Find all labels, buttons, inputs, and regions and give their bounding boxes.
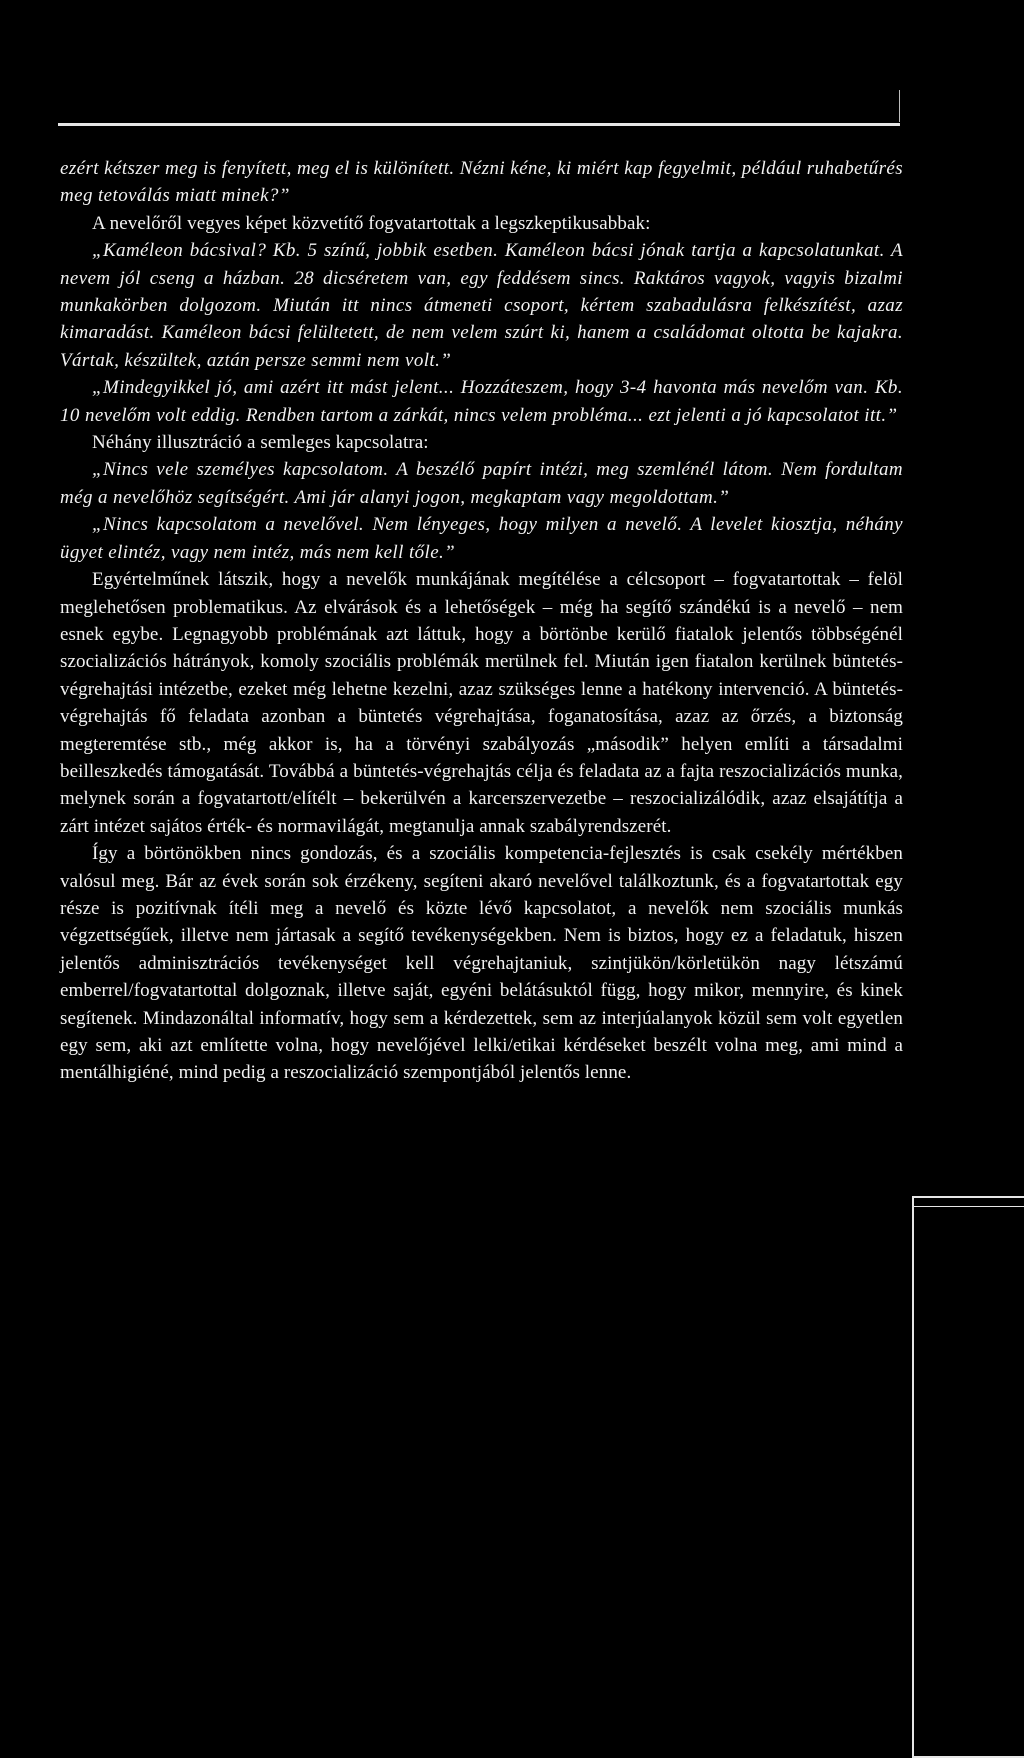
paragraph: Így a börtönökben nincs gondozás, és a szociális kompetencia-fejlesztés is csak csekély mértékben valósul meg. Bár az évek során sok érzékeny, segíteni akaró nevelővel találkoztunk, és a fogvatartottak egy része is pozitívnak ítéli meg a nevelő és közte lévő kapcsolatot, a nevelők nem szociális munkás végzettségűek, illetve nem jártasak a segítő tevékenységekben. Nem is biztos, hogy ez a feladatuk, hiszen jelentős adminisztrációs tevékenységet kell végrehajtaniuk, szintjükön/körletükön nagy létszámú emberrel/fogvatartottal dolgoznak, illetve saját, egyéni belátásuktól függ, hogy mikor, mennyire, és kinek segítenek. Mindazonáltal informatív, hogy sem a kérdezettek, sem az interjúalanyok közül sem volt egyetlen egy sem, aki azt említette volna, hogy nevelőjével lelki/etikai kérdéseket beszélt volna meg, ami mind a mentálhigiéné, mind pedig a reszocializáció szempontjából jelentős lenne. bbox=[60, 843, 903, 1084]
paragraph: Egyértelműnek látszik, hogy a nevelők munkájának megítélése a célcsoport – fogvatartottak – felöl meglehetősen problematikus. Az elvárások és a lehetőségek – még ha segítő szándékú is a nevelő – nem esnek egybe. Legnagyobb problémának azt láttuk, hogy a börtönbe kerülő fiatalok jelentős többségénél szocializációs hátrányok, komoly szociális problémák merülnek fel. Miután igen fiatalon kerülnek büntetés-végrehajtási intézetbe, ezeket még lehetne kezelni, azaz szükséges lenne a hatékony intervenció. A büntetés-végrehajtás fő feladata azonban a büntetés végrehajtása, foganatosítása, azaz az őrzés, a biztonság megteremtése stb., még akkor is, ha a törvényi szabályozás „második” helyen említi a társadalmi beilleszkedés támogatását. Továbbá a büntetés-végrehajtás célja és feladata az a fajta reszocializációs munka, melynek során a fogvatartott/elítélt – bekerülvén a karcerszervezetbe – reszocializálódik, azaz elsajátítja a zárt intézet sajátos érték- és normavilágát, megtanulja annak szabályrendszerét. bbox=[60, 569, 903, 837]
paragraph-quote: „Nincs vele személyes kapcsolatom. A beszélő papírt intézi, meg szemlénél látom. Nem fordultam még a nevelőhöz segítségért. Ami jár alanyi jogon, megkaptam vagy megoldottam.” bbox=[60, 459, 903, 508]
paragraph-quote: „Mindegyikkel jó, ami azért itt mást jelent... Hozzáteszem, hogy 3-4 havonta más nevelőm van. Kb. 10 nevelőm volt eddig. Rendben tartom a zárkát, nincs velem probléma... ezt jelenti a jó kapcsolatot itt.” bbox=[60, 377, 903, 426]
margin-box bbox=[912, 1196, 1024, 1758]
top-rule-tick bbox=[899, 90, 900, 122]
paragraph: A nevelőről vegyes képet közvetítő fogvatartottak a legszkeptikusabbak: bbox=[92, 212, 651, 234]
top-rule bbox=[58, 123, 900, 126]
margin-box-rule bbox=[912, 1206, 1024, 1207]
paragraph-quote: „Kaméleon bácsival? Kb. 5 színű, jobbik esetben. Kaméleon bácsi jónak tartja a kapcsolatunkat. A nevem jól cseng a házban. 28 dicséretem van, egy feddésem sincs. Raktáros vagyok, vagyis bizalmi munkakörben dolgozom. Miután itt nincs átmeneti csoport, kértem szabadulásra felkészítést, azaz kimaradást. Kaméleon bácsi felültetett, de nem velem szúrt ki, hanem a családomat oltotta be kajakra. Vártak, készültek, aztán persze semmi nem volt.” bbox=[60, 240, 903, 371]
paragraph-quote: ezért kétszer meg is fenyített, meg el is különített. Nézni kéne, ki miért kap fegyelmit, például ruhabetűrés meg tetoválás miatt minek?” bbox=[60, 158, 903, 207]
paragraph-quote: „Nincs kapcsolatom a nevelővel. Nem lényeges, hogy milyen a nevelő. A levelet kiosztja, néhány ügyet elintéz, vagy nem intéz, más nem kell tőle.” bbox=[60, 514, 903, 563]
paragraph: Néhány illusztráció a semleges kapcsolatra: bbox=[92, 432, 429, 454]
page-body bbox=[60, 155, 903, 1087]
